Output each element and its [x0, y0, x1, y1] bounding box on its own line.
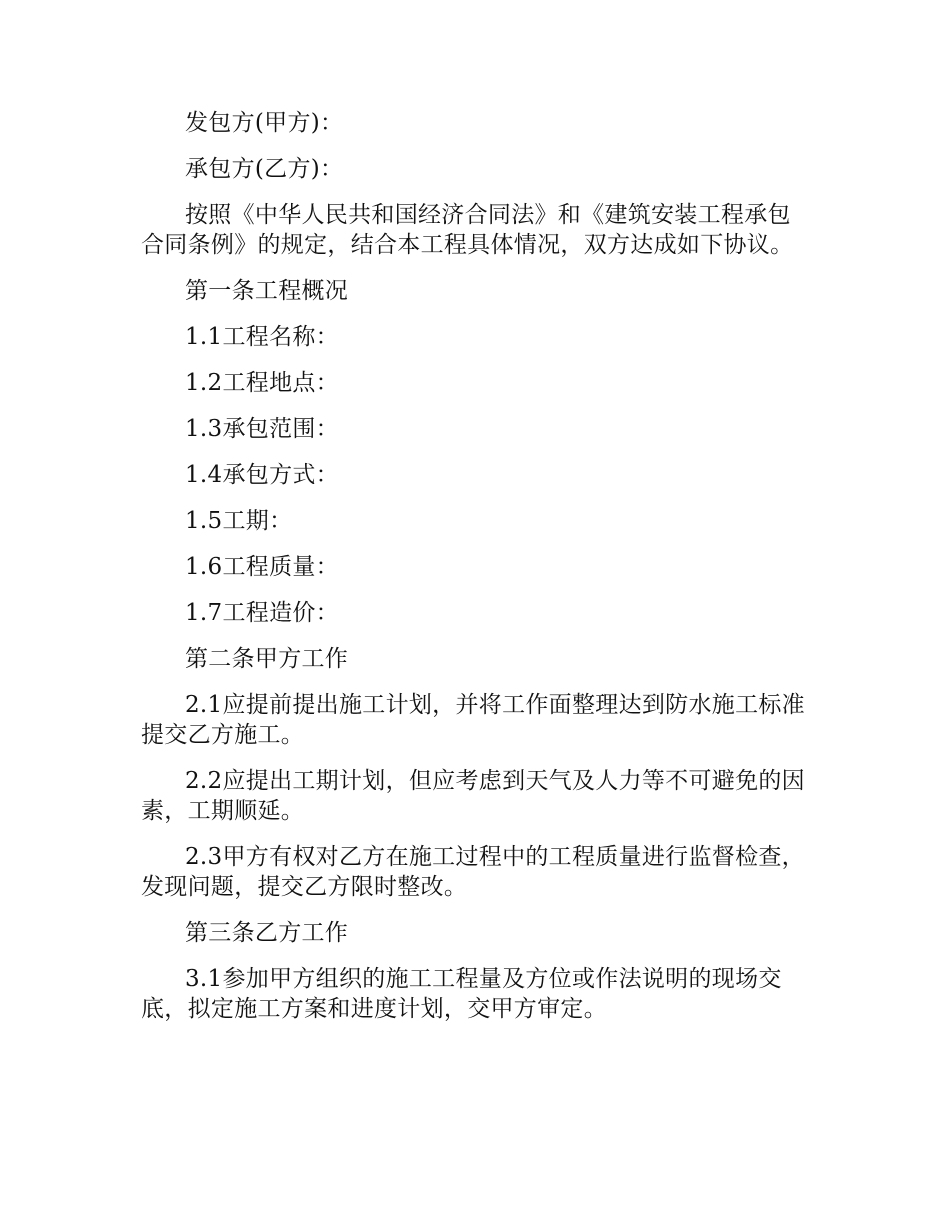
clause-1-2: 1.2工程地点：	[185, 370, 339, 396]
article-2-heading: 第二条甲方工作	[185, 646, 349, 672]
preamble-paragraph: 按照《中华人民共和国经济合同法》和《建筑安装工程承包合同条例》的规定，结合本工程具体情况，双方达成如下协议。	[141, 202, 794, 258]
clause-2-3: 2.3甲方有权对乙方在施工过程中的工程质量进行监督检查，发现问题，提交乙方限时整改。	[141, 844, 805, 900]
clause-3-1: 3.1参加甲方组织的施工工程量及方位或作法说明的现场交底，拟定施工方案和进度计划，交甲方审定。	[141, 966, 782, 1022]
party-b-line: 承包方(乙方)：	[185, 156, 344, 182]
clause-1-6: 1.6工程质量：	[185, 554, 339, 580]
clause-1-7: 1.7工程造价：	[185, 600, 339, 626]
clause-1-4: 1.4承包方式：	[185, 462, 339, 488]
document-body	[141, 108, 813, 1040]
clause-2-2: 2.2应提出工期计划，但应考虑到天气及人力等不可避免的因素，工期顺延。	[141, 768, 805, 824]
clause-1-5: 1.5工期：	[185, 508, 293, 534]
article-1-heading: 第一条工程概况	[185, 278, 349, 304]
clause-1-3: 1.3承包范围：	[185, 416, 339, 442]
clause-2-1: 2.1应提前提出施工计划，并将工作面整理达到防水施工标准提交乙方施工。	[141, 692, 805, 748]
party-a-line: 发包方(甲方)：	[185, 110, 344, 136]
clause-1-1: 1.1工程名称：	[185, 324, 339, 350]
article-3-heading: 第三条乙方工作	[185, 920, 349, 946]
